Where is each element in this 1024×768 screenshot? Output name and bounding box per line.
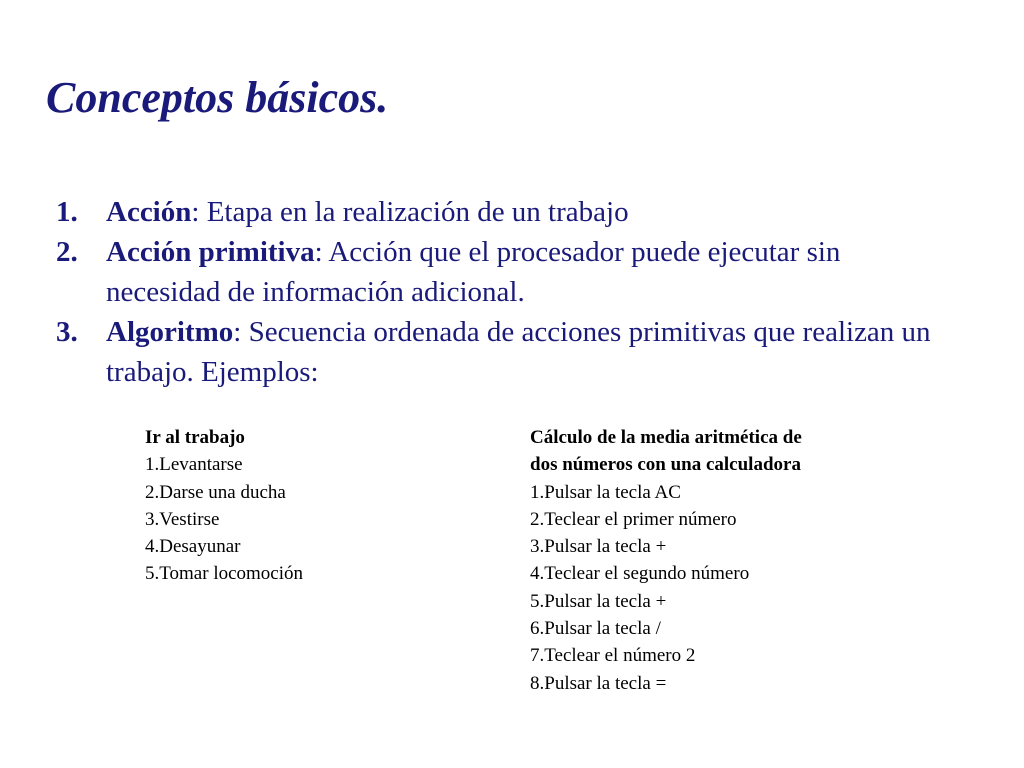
- concept-number: 1.: [56, 196, 78, 228]
- concept-term: Algoritmo: [106, 316, 234, 348]
- example-step: 1.Pulsar la tecla AC: [530, 481, 681, 503]
- concepts-list: [56, 192, 956, 392]
- example-step: 3.Vestirse: [145, 508, 220, 530]
- example-step: 2.Teclear el primer número: [530, 508, 737, 530]
- example-media-aritmetica: [530, 424, 890, 697]
- example-title-line-2: dos números con una calculadora: [530, 454, 801, 476]
- example-title: Ir al trabajo: [145, 427, 245, 448]
- concept-definition: Secuencia ordenada de acciones primitivas que realizan un trabajo. Ejemplos:: [106, 316, 931, 388]
- concept-term: Acción primitiva: [106, 236, 315, 268]
- concept-definition: Etapa en la realización de un trabajo: [206, 196, 629, 228]
- example-step: 8.Pulsar la tecla =: [530, 672, 667, 694]
- example-step: 4.Desayunar: [145, 536, 241, 558]
- concept-separator: :: [191, 196, 207, 228]
- example-step: 3.Pulsar la tecla +: [530, 536, 667, 558]
- example-step: 5.Tomar locomoción: [145, 563, 304, 585]
- example-step: 5.Pulsar la tecla +: [530, 590, 667, 612]
- example-step: 1.Levantarse: [145, 454, 243, 476]
- concept-separator: :: [314, 236, 329, 268]
- concept-item-algoritmo: [56, 312, 956, 392]
- concept-number: 2.: [56, 236, 78, 268]
- example-step: 2.Darse una ducha: [145, 481, 286, 503]
- example-title-line-1: Cálculo de la media aritmética de: [530, 427, 802, 448]
- concept-item-accion-primitiva: [56, 232, 956, 312]
- concept-definition: Acción que el procesador puede ejecutar sin necesidad de información adicional.: [106, 236, 841, 308]
- example-step: 4.Teclear el segundo número: [530, 563, 750, 585]
- example-ir-al-trabajo: [145, 424, 445, 588]
- concept-item-accion: [56, 192, 956, 232]
- concept-term: Acción: [106, 196, 192, 228]
- concept-separator: :: [233, 316, 249, 348]
- example-step: 6.Pulsar la tecla /: [530, 618, 661, 640]
- example-step: 7.Teclear el número 2: [530, 645, 696, 667]
- concept-number: 3.: [56, 316, 78, 348]
- slide-title: Conceptos básicos.: [46, 73, 389, 122]
